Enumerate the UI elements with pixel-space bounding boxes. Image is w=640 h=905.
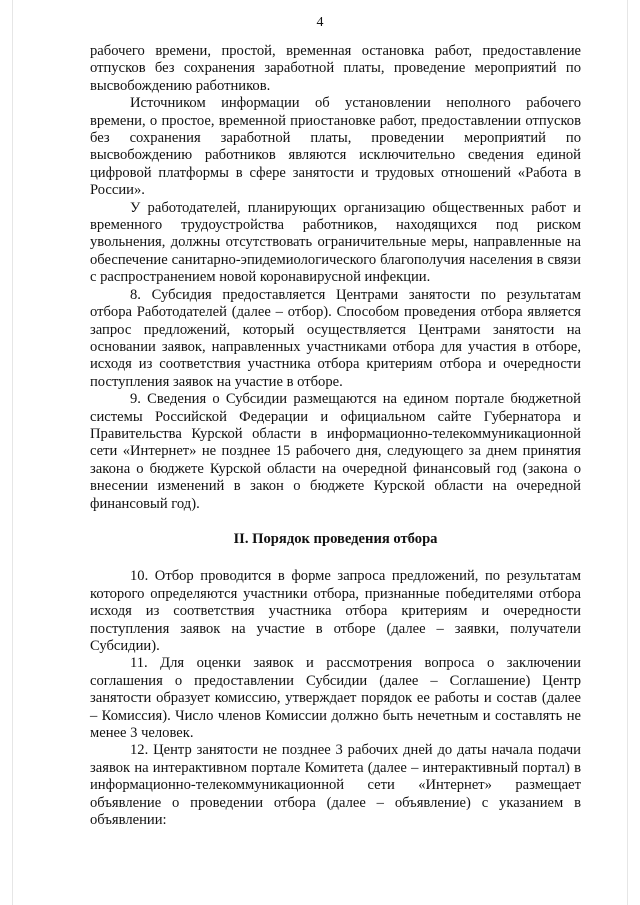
paragraph-continuation: рабочего времени, простой, временная остановка работ, предоставление отпусков без сохранения заработной платы, проведение мероприятий по высвобождению работников. xyxy=(90,43,581,94)
paragraph-10: 10. Отбор проводится в форме запроса предложений, по результатам которого определяются участники отбора, признанные победителями отбора исходя из соответствия участника отбора критериям и очередности поступления заявок на участие в отборе (далее – заявки, получатели Субсидии). xyxy=(90,568,581,654)
paragraph-8: 8. Субсидия предоставляется Центрами занятости по результатам отбора Работодателей (далее – отбор). Способом проведения отбора является запрос предложений, который осуществляется Центрами занятости на основании заявок, направленных участниками отбора для участия в отборе, исходя из соответствия участника отбора критериям отбора и очередности поступления заявок на участие в отборе. xyxy=(90,286,581,390)
scan-edge-right xyxy=(627,0,628,905)
document-body xyxy=(90,43,581,829)
paragraph-12: 12. Центр занятости не позднее 3 рабочих дней до даты начала подачи заявок на интерактивном портале Комитета (далее – интерактивный портал) в информационно-телекоммуникационной сети «Интернет» размещает объявление о проведении отбора (далее – объявление) с указанием в объявлении: xyxy=(90,742,581,829)
scan-edge-left xyxy=(12,0,13,905)
paragraph-9: 9. Сведения о Субсидии размещаются на едином портале бюджетной системы Российской Федерации и официальном сайте Губернатора и Правительства Курской области в информационно-телекоммуникационной сети «Интернет» не позднее 15 рабочего дня, следующего за днем принятия закона о бюджете Курской области на очередной финансовый год (закона о внесении изменений в закон о бюджете Курской области на очередной финансовый год). xyxy=(90,391,581,512)
page-number: 4 xyxy=(316,15,324,30)
paragraph-employers-requirements: У работодателей, планирующих организацию общественных работ и временного трудоустройства работников, находящихся под риском увольнения, должны отсутствовать ограничительные меры, направленные на обеспечение санитарно-эпидемиологического благополучия населения в связи с распространением новой коронавирусной инфекции. xyxy=(90,199,581,286)
paragraph-info-source: Источником информации об установлении неполного рабочего времени, о простое, временной приостановке работ, предоставлении отпусков без сохранения заработной платы, проведении мероприятий по высвобождению работников являются исключительно сведения единой цифровой платформы в сфере занятости и трудовых отношений «Работа в России». xyxy=(90,95,581,199)
section-heading: II. Порядок проведения отбора xyxy=(233,530,438,547)
paragraph-11: 11. Для оценки заявок и рассмотрения вопроса о заключении соглашения о предоставлении Субсидии (далее – Соглашение) Центр занятости образует комиссию, утверждает порядок ее работы и состав (далее – Комиссия). Число членов Комиссии должно быть нечетным и составлять не менее 3 человек. xyxy=(90,655,581,742)
